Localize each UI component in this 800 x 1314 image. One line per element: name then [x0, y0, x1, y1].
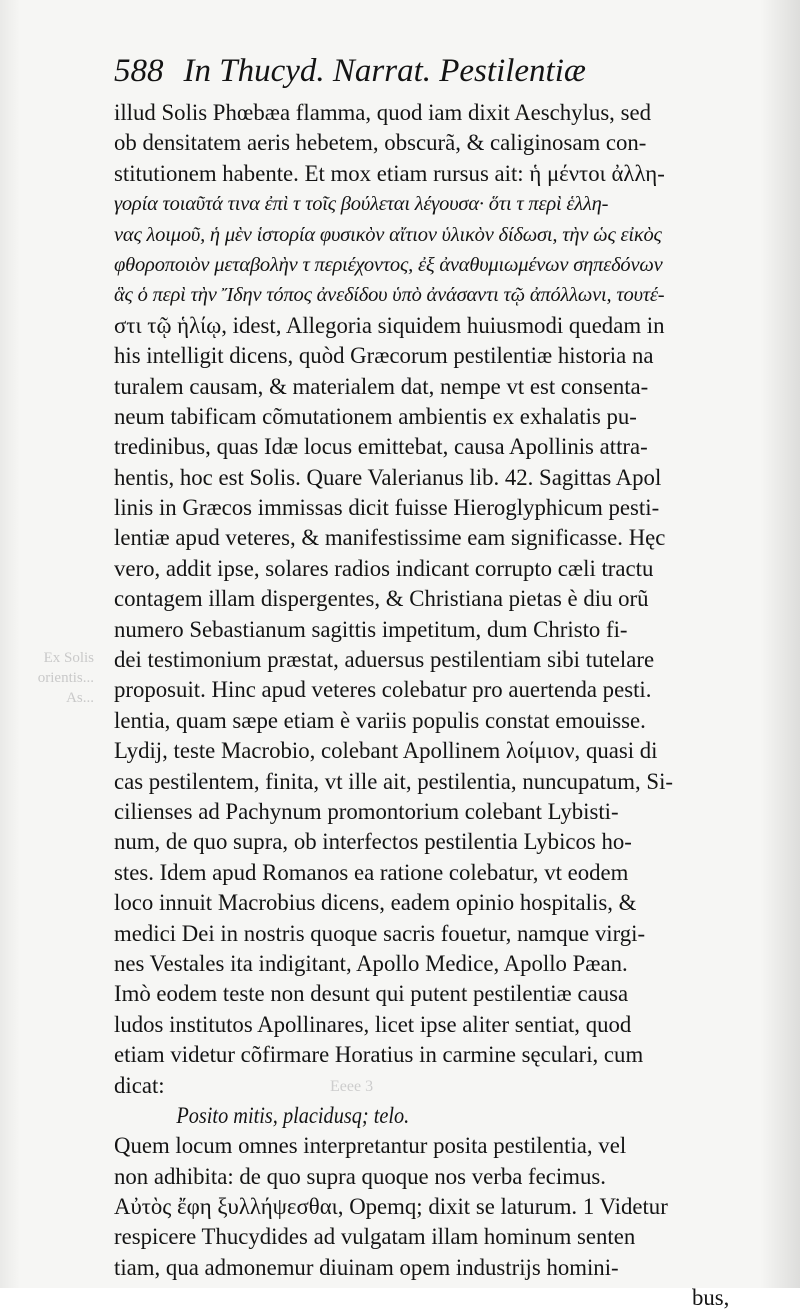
text-line: tredinibus, quas Idæ locus emittebat, causa Apollinis attra-	[114, 434, 648, 460]
text-line: cilienses ad Pachynum promontorium colebant Lybisti-	[114, 798, 619, 824]
text-line: Lydij, teste Macrobio, colebant Apollinem λοίμιον, quasi di	[114, 738, 658, 764]
running-title: In Thucyd. Narrat. Pestilentiæ	[183, 53, 586, 89]
text-line: turalem causam, & materialem dat, nempe vt est consenta-	[114, 373, 649, 399]
text-line: respicere Thucydides ad vulgatam illam hominum senten	[114, 1224, 636, 1250]
text-line: stes. Idem apud Romanos ea ratione colebatur, vt eodem	[114, 859, 629, 885]
text-line: etiam videtur cõfirmare Horatius in carmine sęculari, cum	[114, 1042, 644, 1068]
text-line: lentiæ apud veteres, & manifestissime eam significasse. Hęc	[114, 525, 666, 551]
running-header	[114, 48, 774, 94]
text-line: num, de quo supra, ob interfectos pestilentia Lybicos ho-	[114, 829, 632, 855]
text-line: stitutionem habente. Et mox etiam rursus ait: ἡ μέντοι ἀλλη-	[114, 160, 665, 186]
text-line: linis in Græcos immissas dicit fuisse Hieroglyphicum pesti-	[114, 495, 660, 521]
text-line: ludos institutos Apollinares, licet ipse aliter sentiat, quod	[114, 1011, 632, 1037]
page-shadow-right	[760, 0, 800, 1288]
verse-quotation: Posito mitis, placidusq; telo.	[176, 1102, 410, 1128]
text-line: contagem illam dispergentes, & Christiana pietas è diu orũ	[114, 586, 649, 612]
greek-line: φθοροποιὸν μεταβολὴν τ περιέχοντος, ἐξ ἀναθυμιωμένων σηπεδόνων	[114, 253, 663, 276]
bleed-through-signature: Eeee 3	[330, 1078, 374, 1095]
text-line: his intelligit dicens, quòd Græcorum pestilentiæ historia na	[114, 343, 654, 369]
text-line: numero Sebastianum sagittis impetitum, dum Christo fi-	[114, 616, 628, 642]
text-line: non adhibita: de quo supra quoque nos verba fecimus.	[114, 1163, 606, 1189]
margin-note-bleed: Ex Solis orientis... As...	[37, 650, 94, 706]
text-line: στι τῷ ἡλίῳ, idest, Allegoria siquidem huiusmodi quedam in	[114, 312, 665, 338]
text-line: Imò eodem teste non desunt qui putent pestilentiæ causa	[114, 981, 629, 1007]
text-line: proposuit. Hinc apud veteres colebatur pro auertenda pesti.	[114, 677, 652, 703]
lemma-line: Αὐτὸς ἔφη ξυλλήψεσθαι, Opemq; dixit se laturum. 1 Videtur	[114, 1194, 668, 1220]
text-line: ob densitatem aeris hebetem, obscurã, & caliginosam con-	[114, 130, 647, 156]
text-line: cas pestilentem, finita, vt ille ait, pestilentia, nuncupatum, Si-	[114, 768, 674, 794]
text-line: tiam, qua admonemur diuinam opem industrijs homini-	[114, 1254, 619, 1280]
body-text	[114, 98, 754, 1314]
page-number: 588	[114, 53, 164, 89]
page-shadow-left	[0, 0, 20, 1288]
greek-line: νας λοιμοῦ, ἡ μὲν ἱστορία φυσικὸν αἴτιον ὑλικὸν δίδωσι, τὴν ὡς εἰκὸς	[114, 223, 662, 246]
text-line: vero, addit ipse, solares radios indicant corrupto cæli tractu	[114, 555, 654, 581]
text-line: lentia, quam sæpe etiam è variis populis constat emouisse.	[114, 707, 646, 733]
text-line: neum tabificam cõmutationem ambientis ex exhalatis pu-	[114, 403, 637, 429]
text-line: loco innuit Macrobius dicens, eadem opinio hospitalis, &	[114, 890, 637, 916]
text-line: hentis, hoc est Solis. Quare Valerianus lib. 42. Sagittas Apol	[114, 464, 662, 490]
text-line: Quem locum omnes interpretantur posita pestilentia, vel	[114, 1133, 627, 1159]
text-line: nes Vestales ita indigitant, Apollo Medice, Apollo Pæan.	[114, 950, 628, 976]
greek-line: ἃς ὁ περὶ τὴν Ἴδην τόπος ἀνεδίδου ὑπὸ ἀνάσαντι τῷ ἀπόλλωνι, τουτέ-	[114, 284, 665, 307]
text-line: dei testimonium præstat, aduersus pestilentiam sibi tutelare	[114, 647, 655, 673]
text-line: illud Solis Phœbæa flamma, quod iam dixit Aeschylus, sed	[114, 100, 651, 125]
text-line: medici Dei in nostris quoque sacris fouetur, namque virgi-	[114, 920, 646, 946]
catchword: bus,	[692, 1285, 730, 1311]
text-line: dicat:	[114, 1072, 165, 1098]
greek-line: γορία τοιαῦτά τινα ἐπὶ τ τοῖς βούλεται λέγουσα· ὅτι τ περὶ ἑλλη-	[114, 193, 609, 216]
